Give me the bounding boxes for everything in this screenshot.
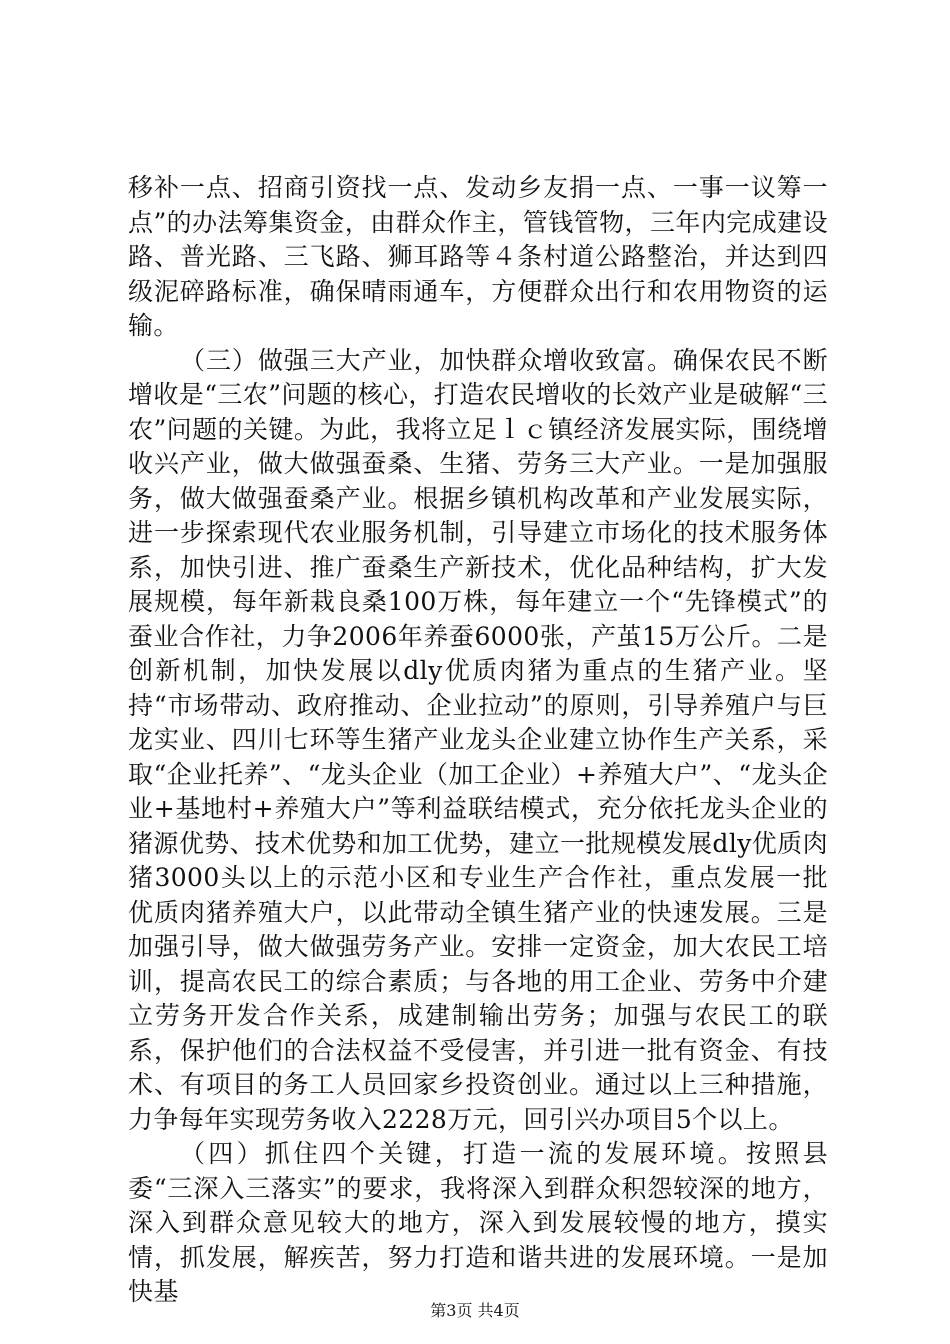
page-footer: 第3页 共4页 bbox=[430, 1301, 520, 1320]
paragraph-three-industries: （三）做强三大产业，加快群众增收致富。确保农民不断增收是“三农”问题的核心，打造农民增收的长效产业是破解“三农”问题的关键。为此，我将立足ｌｃ镇经济发展实际，围绕增收兴产业，做大做强蚕桑、生猪、劳务三大产业。一是加强服务，做大做强蚕桑产业。根据乡镇机构改革和产业发展实际，进一步探索现代农业服务机制，引导建立市场化的技术服务体系，加快引进、推广蚕桑生产新技术，优化品种结构，扩大发展规模，每年新栽良桑100万株，每年建立一个“先锋模式”的蚕业合作社，力争2006年养蚕6000张，产茧15万公斤。二是创新机制，加快发展以dly优质肉猪为重点的生猪产业。坚持“市场带动、政府推动、企业拉动”的原则，引导养殖户与巨龙实业、四川七环等生猪产业龙头企业建立协作生产关系，采取“企业托养”、“龙头企业（加工企业）+养殖大户”、“龙头企业+基地村+养殖大户”等利益联结模式，充分依托龙头企业的猪源优势、技术优势和加工优势，建立一批规模发展dly优质肉猪3000头以上的示范小区和专业生产合作社，重点发展一批优质肉猪养殖大户，以此带动全镇生猪产业的快速发展。三是加强引导，做大做强劳务产业。安排一定资金，加大农民工培训，提高农民工的综合素质；与各地的用工企业、劳务中介建立劳务开发合作关系，成建制输出劳务；加强与农民工的联系，保护他们的合法权益不受侵害，并引进一批有资金、有技术、有项目的务工人员回家乡投资创业。通过以上三种措施，力争每年实现劳务收入2228万元，回引兴办项目5个以上。 bbox=[128, 345, 828, 1134]
paragraph-road-funding: 移补一点、招商引资找一点、发动乡友捐一点、一事一议筹一点”的办法筹集资金，由群众作主，管钱管物，三年内完成建设路、普光路、三飞路、狮耳路等４条村道公路整治，并达到四级泥碎路标准，确保晴雨通车，方便群众出行和农用物资的运输。 bbox=[128, 173, 828, 340]
body-text bbox=[128, 171, 828, 1310]
paragraph-development-environment: （四）抓住四个关键，打造一流的发展环境。按照县委“三深入三落实”的要求，我将深入到群众积怨较深的地方，深入到群众意见较大的地方，深入到发展较慢的地方，摸实情，抓发展，解疾苦，努力打造和谐共进的发展环境。一是加快基 bbox=[128, 1139, 828, 1306]
